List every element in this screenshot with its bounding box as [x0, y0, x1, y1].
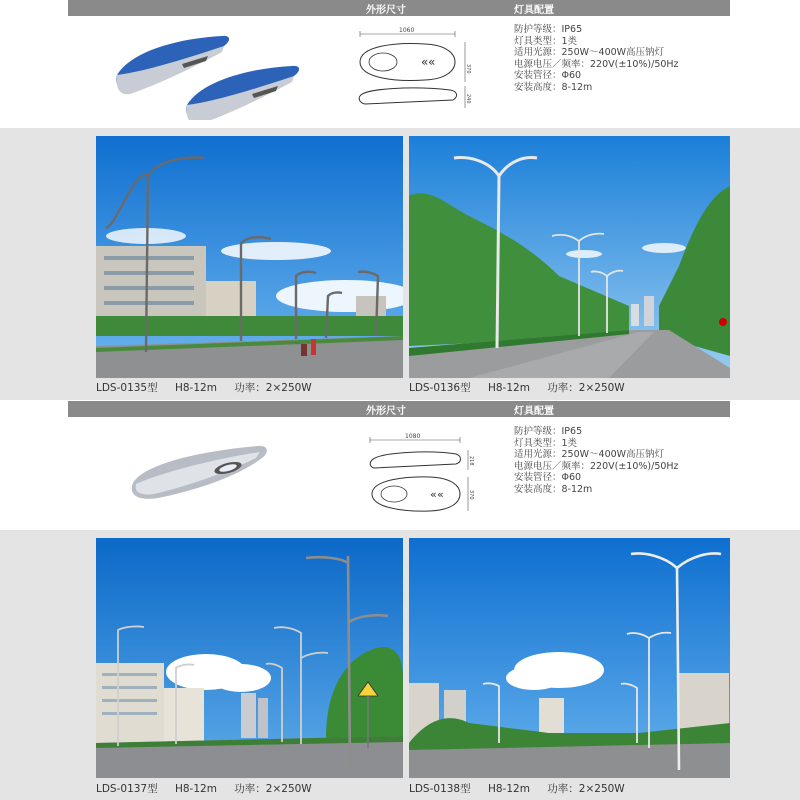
- config-heading: 灯具配置: [514, 406, 554, 417]
- lamp-head-2: [186, 66, 299, 120]
- height-label: H8-12m: [174, 382, 217, 394]
- section-2-header: [68, 401, 730, 417]
- spec-pipe-diameter: 安装管径：Φ60: [514, 472, 582, 484]
- spec-protection: 防护等级：IP65: [514, 426, 583, 437]
- dim-width-label: 1080: [405, 433, 421, 440]
- spec-list-1: [514, 24, 679, 94]
- power-label: 功率：2×250W: [547, 382, 625, 394]
- svg-text:«: «: [428, 55, 436, 69]
- model-label: LDS-0136型: [409, 382, 471, 394]
- dim-depth-label: 370: [468, 490, 474, 500]
- caption-0138: [409, 781, 639, 796]
- section-1-header: [68, 0, 730, 16]
- model-label: LDS-0137型: [96, 783, 158, 795]
- spec-protection: 防护等级：IP65: [514, 24, 583, 35]
- height-label: H8-12m: [487, 783, 530, 795]
- street-photo-0136: [409, 136, 730, 378]
- height-label: H8-12m: [487, 382, 530, 394]
- power-label: 功率：2×250W: [547, 783, 625, 795]
- dimension-heading: 外形尺寸: [366, 5, 406, 16]
- dimension-drawing-2: [360, 430, 480, 520]
- lamp-product-image-blue: [112, 30, 302, 120]
- svg-text:«: «: [421, 55, 429, 69]
- caption-0137: [96, 781, 326, 796]
- dimension-heading: 外形尺寸: [366, 406, 406, 417]
- dim-height-label: 218: [468, 456, 474, 466]
- spec-mount-height: 安装高度：8-12m: [514, 81, 593, 93]
- spec-type: 灯具类型：1类: [514, 437, 578, 449]
- svg-text:«: «: [430, 488, 437, 501]
- config-heading: 灯具配置: [514, 5, 554, 16]
- spec-light-source: 适用光源：250W～400W高压钠灯: [514, 47, 665, 59]
- spec-voltage: 电源电压／频率：220V(±10%)/50Hz: [514, 58, 679, 70]
- dimension-drawing-1: [355, 24, 480, 114]
- spec-type: 灯具类型：1类: [514, 35, 578, 47]
- caption-0136: [409, 380, 639, 395]
- street-photo-0138: [409, 538, 730, 778]
- dim-width-label: 1060: [399, 27, 415, 34]
- spec-voltage: 电源电压／频率：220V(±10%)/50Hz: [514, 460, 679, 472]
- dim-depth-label: 370: [465, 64, 471, 74]
- street-photo-0137: [96, 538, 403, 778]
- power-label: 功率：2×250W: [234, 382, 312, 394]
- spec-list-2: [514, 426, 679, 496]
- dim-height-label: 240: [465, 94, 471, 104]
- model-label: LDS-0135型: [96, 382, 158, 394]
- lamp-product-image-silver: [128, 438, 278, 508]
- spec-light-source: 适用光源：250W～400W高压钠灯: [514, 449, 665, 461]
- street-photo-0135: [96, 136, 403, 378]
- power-label: 功率：2×250W: [234, 783, 312, 795]
- caption-0135: [96, 380, 326, 395]
- model-label: LDS-0138型: [409, 783, 471, 795]
- spec-mount-height: 安装高度：8-12m: [514, 483, 593, 495]
- svg-text:«: «: [437, 488, 444, 501]
- spec-pipe-diameter: 安装管径：Φ60: [514, 70, 582, 82]
- height-label: H8-12m: [174, 783, 217, 795]
